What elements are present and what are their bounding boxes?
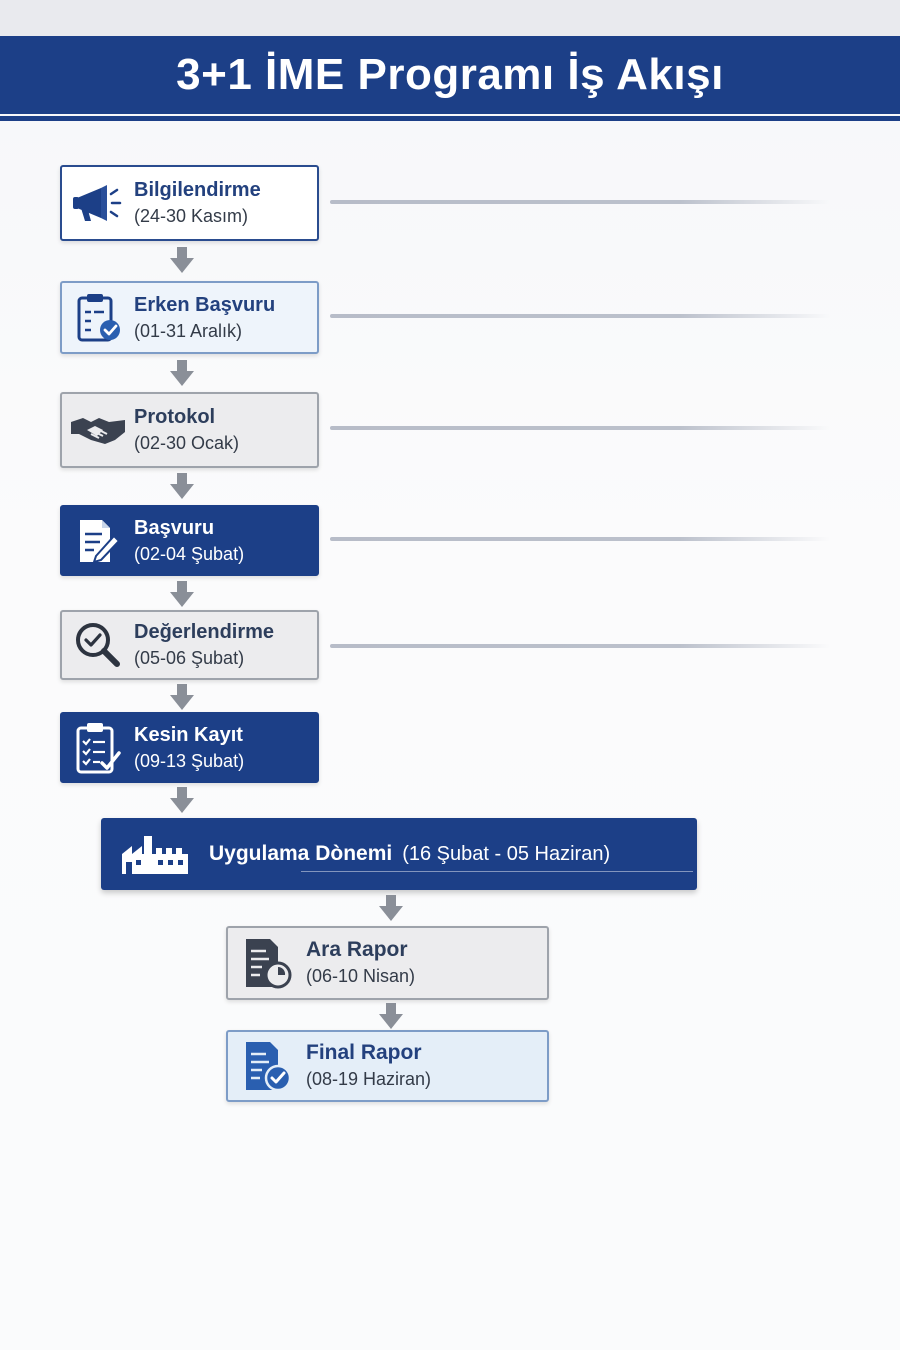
step-date: (01-31 Aralık) xyxy=(134,320,243,341)
step-bilgilendirme xyxy=(60,165,319,241)
step-title: Bilgilendirme xyxy=(134,179,261,201)
step-kesin-kayit xyxy=(60,712,319,783)
timeline-line xyxy=(330,426,830,430)
step-title: Değerlendirme xyxy=(134,621,275,643)
arrow-down-icon xyxy=(170,787,194,813)
arrow-down-icon xyxy=(170,360,194,386)
handshake-icon xyxy=(62,410,134,450)
period-title: Uygulama Dònemi xyxy=(209,842,393,865)
report-final-rapor xyxy=(226,1030,549,1102)
step-protokol xyxy=(60,392,319,468)
step-title: Protokol xyxy=(134,406,216,428)
step-date: (02-30 Ocak) xyxy=(134,433,240,453)
step-title: Erken Başvuru xyxy=(134,293,276,316)
report-title: Ara Rapor xyxy=(306,938,408,961)
report-clock-icon xyxy=(228,937,306,989)
arrow-down-icon xyxy=(378,895,404,921)
step-basvuru xyxy=(60,505,319,576)
header-bar xyxy=(0,36,900,114)
step-erken-basvuru xyxy=(60,281,319,354)
report-date: (06-10 Nisan) xyxy=(306,966,416,986)
clipboard-checklist-icon xyxy=(62,721,134,775)
page-title: 3+1 İME Programı İş Akışı xyxy=(176,50,724,99)
period-date: (16 Şubat - 05 Haziran) xyxy=(402,842,611,865)
report-date: (08-19 Haziran) xyxy=(306,1069,432,1089)
factory-icon xyxy=(101,834,209,874)
uygulama-donemi-bar xyxy=(101,818,697,890)
step-degerlendirme xyxy=(60,610,319,680)
step-date: (24-30 Kasım) xyxy=(134,206,249,226)
step-title: Başvuru xyxy=(134,516,215,539)
report-title: Final Rapor xyxy=(306,1041,422,1064)
step-title: Kesin Kayıt xyxy=(134,723,243,746)
step-date: (05-06 Şubat) xyxy=(134,648,245,668)
report-ara-rapor xyxy=(226,926,549,1000)
clipboard-check-icon xyxy=(62,292,134,344)
arrow-down-icon xyxy=(170,473,194,499)
top-strip xyxy=(0,0,900,36)
timeline-line xyxy=(330,644,830,648)
document-edit-icon xyxy=(62,516,134,566)
step-date: (09-13 Şubat) xyxy=(134,750,245,771)
header-underline xyxy=(0,116,900,121)
timeline-line xyxy=(330,537,830,541)
period-underline xyxy=(301,871,693,872)
step-date: (02-04 Şubat) xyxy=(134,543,245,564)
report-check-icon xyxy=(228,1040,306,1092)
timeline-line xyxy=(330,314,830,318)
arrow-down-icon xyxy=(378,1003,404,1029)
megaphone-icon xyxy=(62,181,134,225)
arrow-down-icon xyxy=(170,581,194,607)
timeline-line xyxy=(330,200,830,204)
magnifier-check-icon xyxy=(62,621,134,669)
arrow-down-icon xyxy=(170,684,194,710)
arrow-down-icon xyxy=(170,247,194,273)
